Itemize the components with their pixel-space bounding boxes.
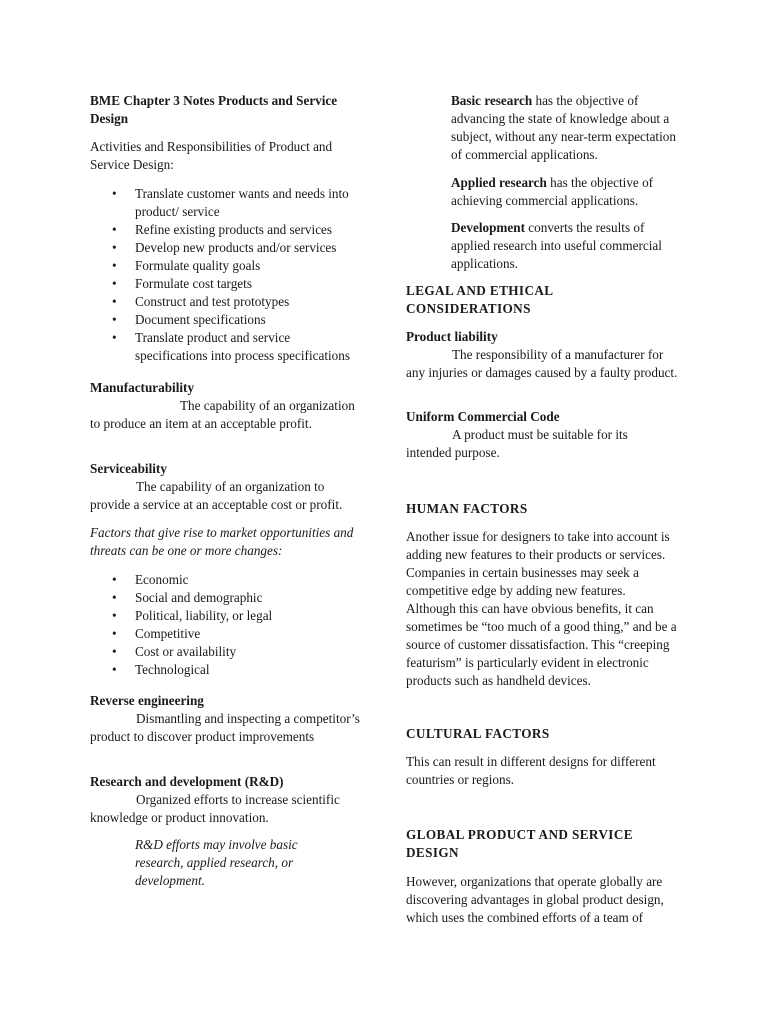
applied-research-term: Applied research: [451, 175, 547, 190]
applied-research-text: has the objective of achieving commercial applications.: [451, 175, 654, 208]
list-item: • Develop new products and/or services: [90, 239, 360, 257]
reverse-engineering-text: Dismantling and inspecting a competitor’s product to discover product improvements: [90, 711, 360, 744]
manufacturability-heading: Manufacturability: [90, 380, 195, 395]
global-design-heading: GLOBAL PRODUCT AND SERVICE DESIGN: [406, 827, 633, 860]
list-item: • Social and demographic: [90, 589, 360, 607]
rd-text: Organized efforts to increase scientific knowledge or product innovation.: [90, 792, 340, 825]
development-text: converts the results of applied research into useful commercial applications.: [451, 220, 662, 271]
list-item: • Translate customer wants and needs into product/ service: [90, 185, 360, 221]
human-factors-text: Another issue for designers to take into account is adding new features to their products or services. Companies in certain businesses may seek a competitive edge by adding new features. Although this can have obvious benefits, it can sometimes be “too much of a good thing,” and be a source of customer dissatisfaction. This “creeping featurism” is particularly evident in electronic products such as handheld devices.: [406, 529, 677, 688]
activities-list: [90, 185, 360, 365]
document-title: BME Chapter 3 Notes Products and Service Design: [90, 93, 338, 126]
factors-list: [90, 571, 360, 679]
global-design-text: However, organizations that operate globally are discovering advantages in global product design, which uses the combined efforts of a team of: [406, 874, 664, 925]
list-item: • Cost or availability: [90, 643, 360, 661]
list-item: • Political, liability, or legal: [90, 607, 360, 625]
human-factors-heading: HUMAN FACTORS: [406, 501, 528, 516]
reverse-engineering-heading: Reverse engineering: [90, 693, 204, 708]
list-item: • Formulate quality goals: [90, 257, 360, 275]
basic-research-text: has the objective of advancing the state of knowledge about a subject, without any near-term expectation of commercial applications.: [451, 93, 676, 162]
list-item: • Competitive: [90, 625, 360, 643]
list-item: • Technological: [90, 661, 360, 679]
list-item: • Formulate cost targets: [90, 275, 360, 293]
activities-intro: Activities and Responsibilities of Product and Service Design:: [90, 139, 333, 172]
cultural-factors-heading: CULTURAL FACTORS: [406, 726, 550, 741]
development-term: Development: [451, 220, 525, 235]
list-item: • Construct and test prototypes: [90, 293, 360, 311]
list-item: • Document specifications: [90, 311, 360, 329]
list-item: • Economic: [90, 571, 360, 589]
factors-intro: Factors that give rise to market opportunities and threats can be one or more changes:: [90, 525, 354, 558]
basic-research-term: Basic research: [451, 93, 533, 108]
product-liability-heading: Product liability: [406, 329, 498, 344]
applied-research-paragraph: [451, 174, 678, 210]
list-item: • Translate product and service specifications into process specifications: [90, 329, 360, 365]
list-item: • Refine existing products and services: [90, 221, 360, 239]
basic-research-paragraph: [451, 92, 678, 164]
legal-ethical-heading: LEGAL AND ETHICAL CONSIDERATIONS: [406, 283, 553, 316]
cultural-factors-text: This can result in different designs for different countries or regions.: [406, 754, 656, 787]
serviceability-text: The capability of an organization to provide a service at an acceptable cost or profit.: [90, 479, 343, 512]
ucc-heading: Uniform Commercial Code: [406, 409, 560, 424]
serviceability-heading: Serviceability: [90, 461, 167, 476]
manufacturability-text: The capability of an organization to produce an item at an acceptable profit.: [90, 398, 355, 431]
rd-heading: Research and development (R&D): [90, 774, 284, 789]
development-paragraph: [451, 219, 678, 273]
ucc-text: A product must be suitable for its intended purpose.: [406, 427, 628, 460]
product-liability-text: The responsibility of a manufacturer for any injuries or damages caused by a faulty product.: [406, 347, 678, 380]
rd-note: R&D efforts may involve basic research, applied research, or development.: [135, 837, 298, 888]
